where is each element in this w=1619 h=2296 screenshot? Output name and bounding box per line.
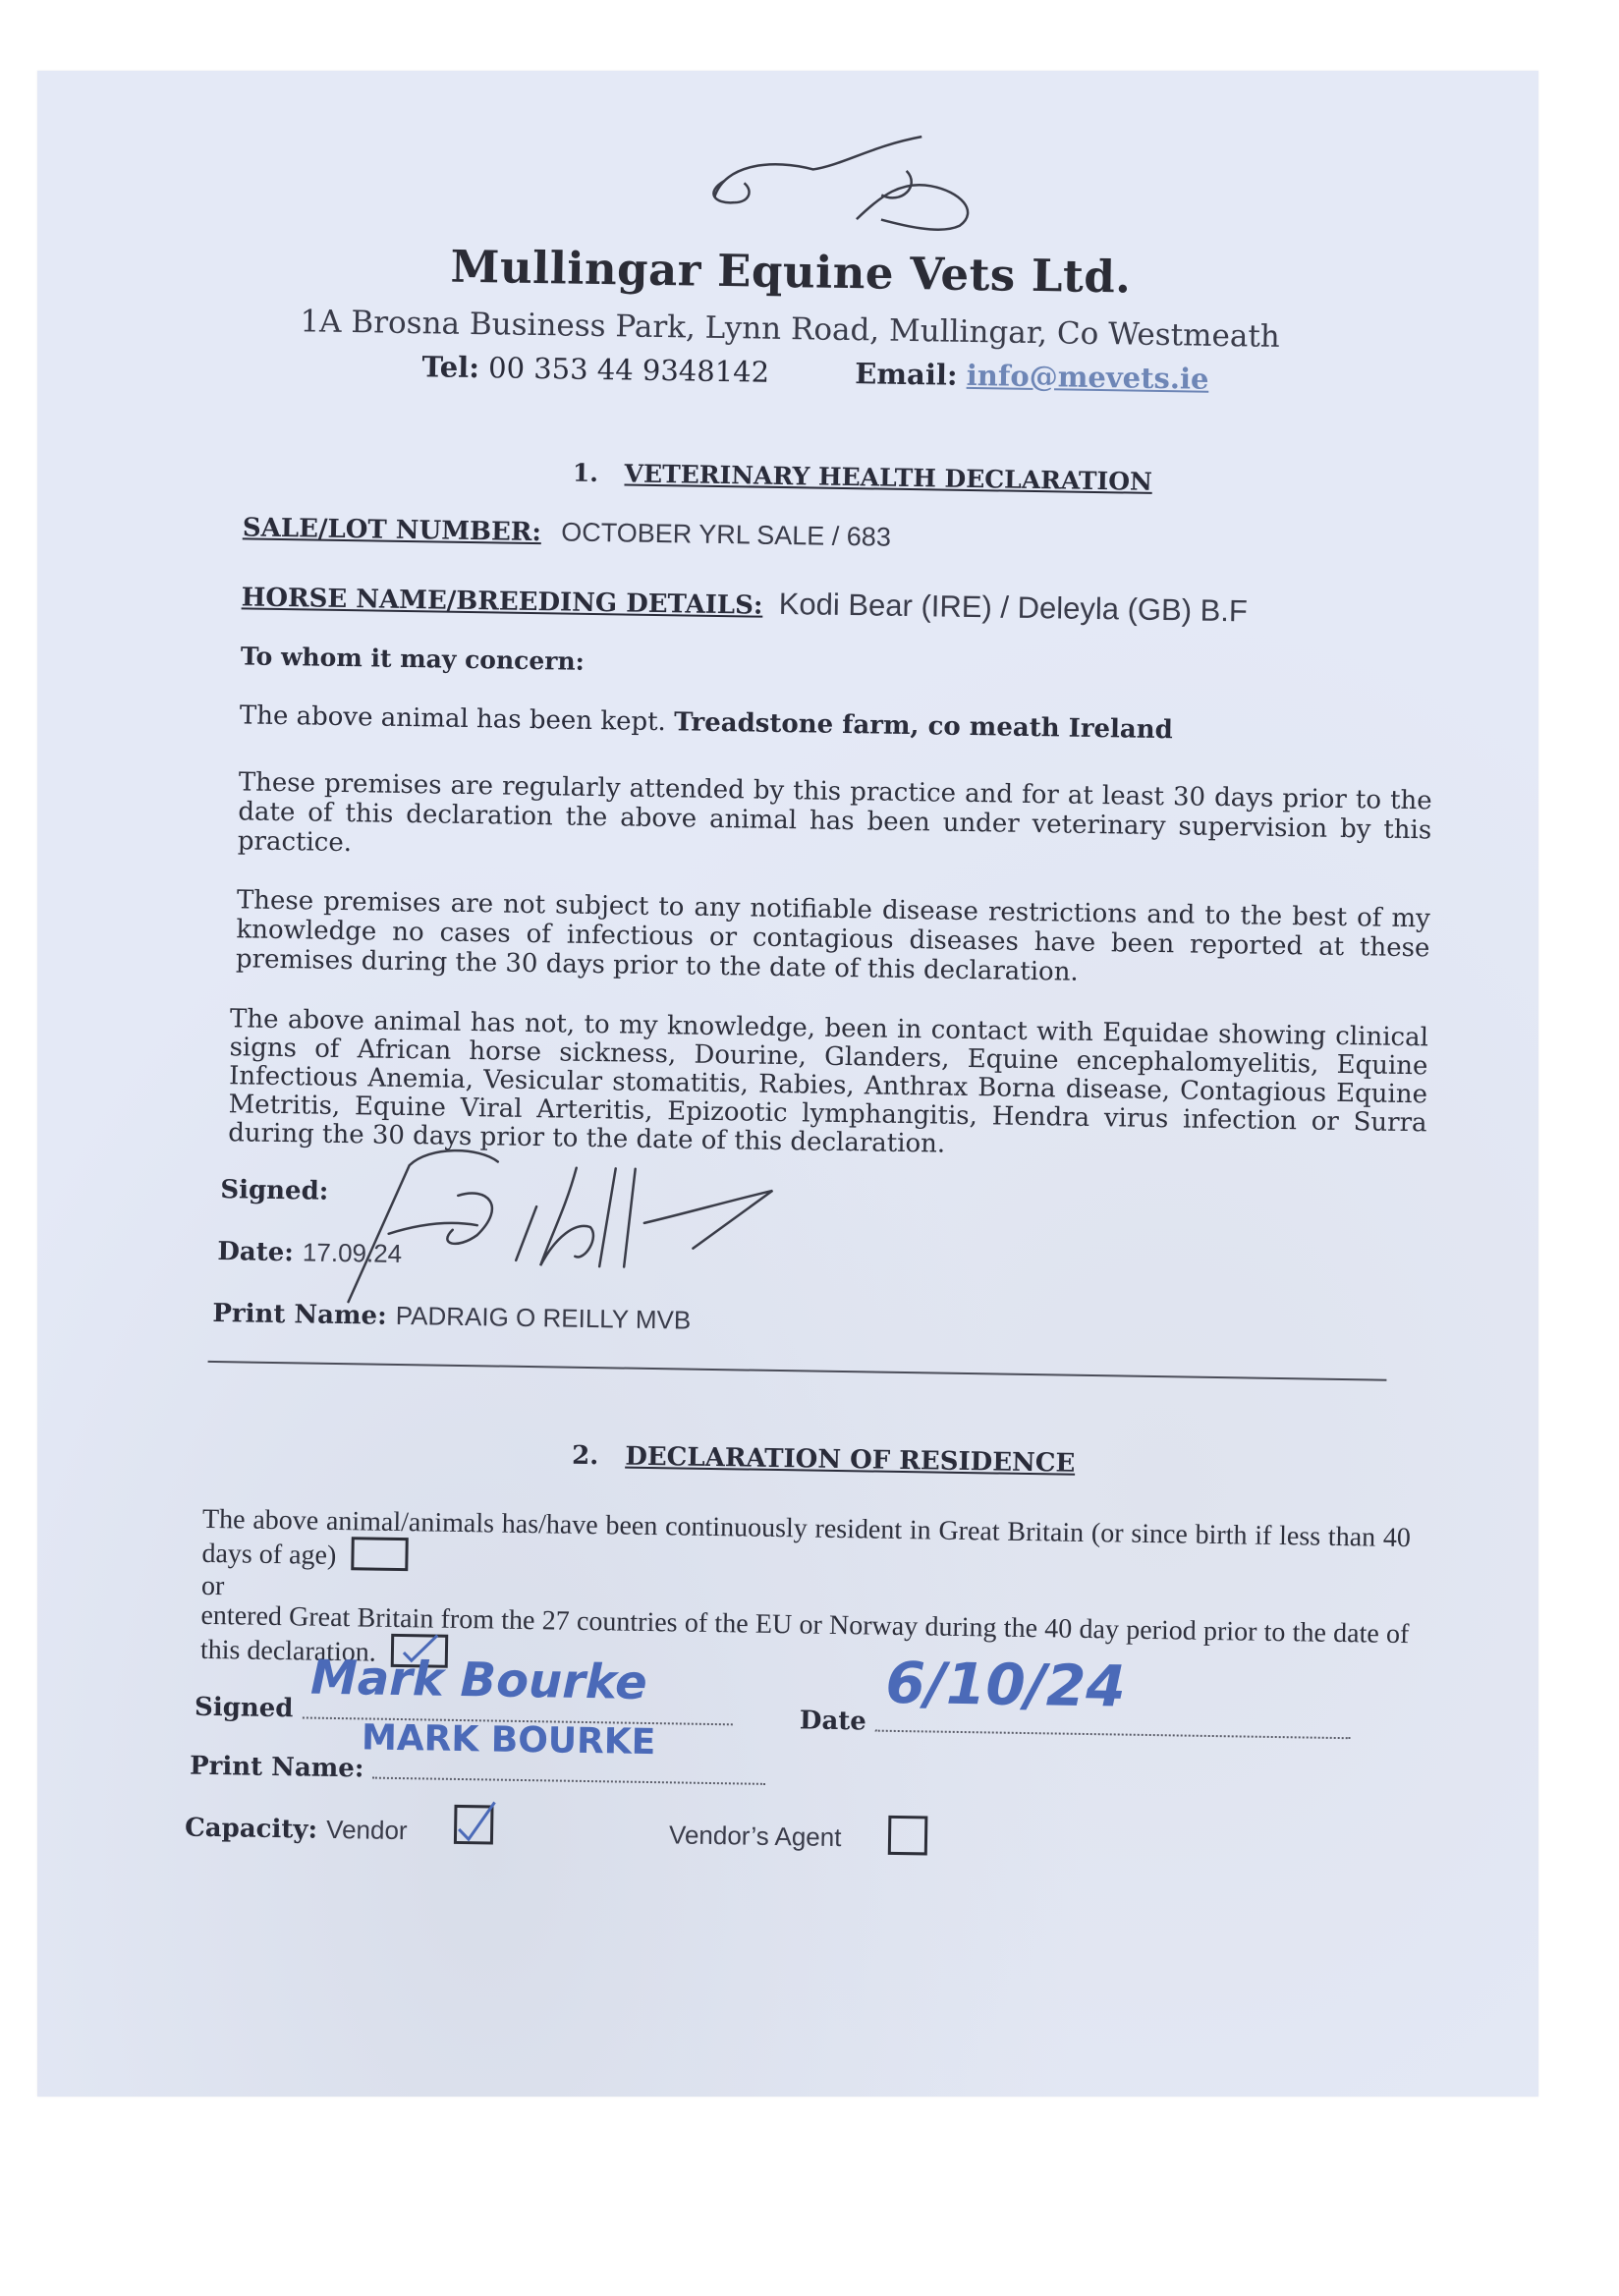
residence-line2-text: entered Great Britain from the 27 countries of the EU or Norway during the 40 day period prior to the date of this declaration. [199,1599,1410,1668]
vendors-agent-label: Vendor’s Agent [668,1820,842,1853]
scanned-page [37,71,1538,2097]
para-supervision: These premises are regularly attended by this practice and for at least 30 days prior to the date of this declaration the above animal has been under veterinary supervision by this practice. [237,767,1432,859]
vet-print-name-value: PADRAIG O REILLY MVB [395,1300,692,1335]
owner-print-name-value: MARK BOURKE [361,1717,656,1764]
section-divider [208,1361,1387,1381]
owner-signed-label: Signed [194,1692,294,1724]
kept-text: The above animal has been kept. [239,700,667,738]
horse-value: Kodi Bear (IRE) / Deleyla (GB) B.F [778,586,1249,629]
owner-date-line [875,1649,1351,1740]
sale-lot-label: SALE/LOT NUMBER: [242,513,542,548]
tel-label: Tel: [421,350,480,385]
para-no-restrictions: These premises are not subject to any notifiable disease restrictions and to the best of my knowledge no cases of infectious or contagious diseases have been reported at these premises during the 30 days prior to the date of this declaration. [235,885,1431,987]
owner-print-name-label: Print Name: [189,1751,364,1784]
sale-lot-value: OCTOBER YRL SALE / 683 [561,517,892,552]
horse-field [242,578,1249,629]
vet-print-name-label: Print Name: [212,1298,387,1331]
section2-number: 2. [571,1440,599,1472]
owner-date-value: 6/10/24 [885,1649,1127,1720]
capacity-label: Capacity: [184,1813,318,1845]
vendor-checkbox[interactable] [454,1805,494,1845]
owner-print-name-field [189,1717,766,1790]
kept-line [240,700,1173,745]
email-label: Email: [855,357,958,392]
section1-title [573,459,1152,496]
document [12,59,1544,2108]
company-name: Mullingar Equine Vets Ltd. [450,240,1132,304]
horse-label: HORSE NAME/BREEDING DETAILS: [241,583,763,621]
email-link[interactable]: info@mevets.ie [966,358,1209,396]
sale-lot-field [243,512,891,552]
owner-signature: Mark Bourke [309,1650,648,1710]
owner-print-name-line [361,1717,765,1785]
vet-signature-icon [338,1125,793,1318]
owner-date-field [799,1649,1351,1744]
capacity-field [185,1813,408,1847]
vendors-agent-checkbox[interactable] [888,1816,928,1856]
company-address: 1A Brosna Business Park, Lynn Road, Mullingar, Co Westmeath [300,304,1281,355]
salutation: To whom it may concern: [240,642,586,676]
vet-print-name-field [212,1298,691,1336]
para-no-contact: The above animal has not, to my knowledge, been in contact with Equidae showing clinical signs of African horse sickness, Dourine, Glanders, Equine encephalomyelitis, Equine Infectious Anemia, Vesicular stomatitis, Rabies, Anthrax Borna disease, Contagious Equine Metritis, Equine Viral Arteritis, Epizootic lymphangitis, Hendra virus infection or Surra during the 30 days prior to the date of this declaration. [227,1004,1429,1159]
company-contact [421,350,1208,396]
residence-line1 [201,1504,1411,1588]
resident-checkbox[interactable] [351,1537,409,1571]
checkmark-icon [455,1798,499,1844]
residence-line1-text: The above animal/animals has/have been continuously resident in Great Britain (or since birth if less than 40 days of age) [201,1503,1412,1571]
horse-head-logo-icon [695,124,991,237]
vet-signed-label: Signed: [220,1175,329,1206]
section1-number: 1. [572,458,599,488]
owner-date-label: Date [799,1706,867,1737]
vet-date-label: Date: [217,1237,295,1268]
vet-date-value: 17.09.24 [302,1237,403,1268]
vet-date-field [217,1236,402,1269]
kept-location: Treadstone farm, co meath Ireland [673,707,1174,746]
tel-value: 00 353 44 9348142 [487,351,770,389]
section2-title [572,1441,1076,1479]
section1-title-text: VETERINARY HEALTH DECLARATION [624,459,1153,496]
residence-or: or [200,1570,225,1602]
vendor-label: Vendor [325,1814,408,1846]
section2-title-text: DECLARATION OF RESIDENCE [625,1441,1076,1479]
